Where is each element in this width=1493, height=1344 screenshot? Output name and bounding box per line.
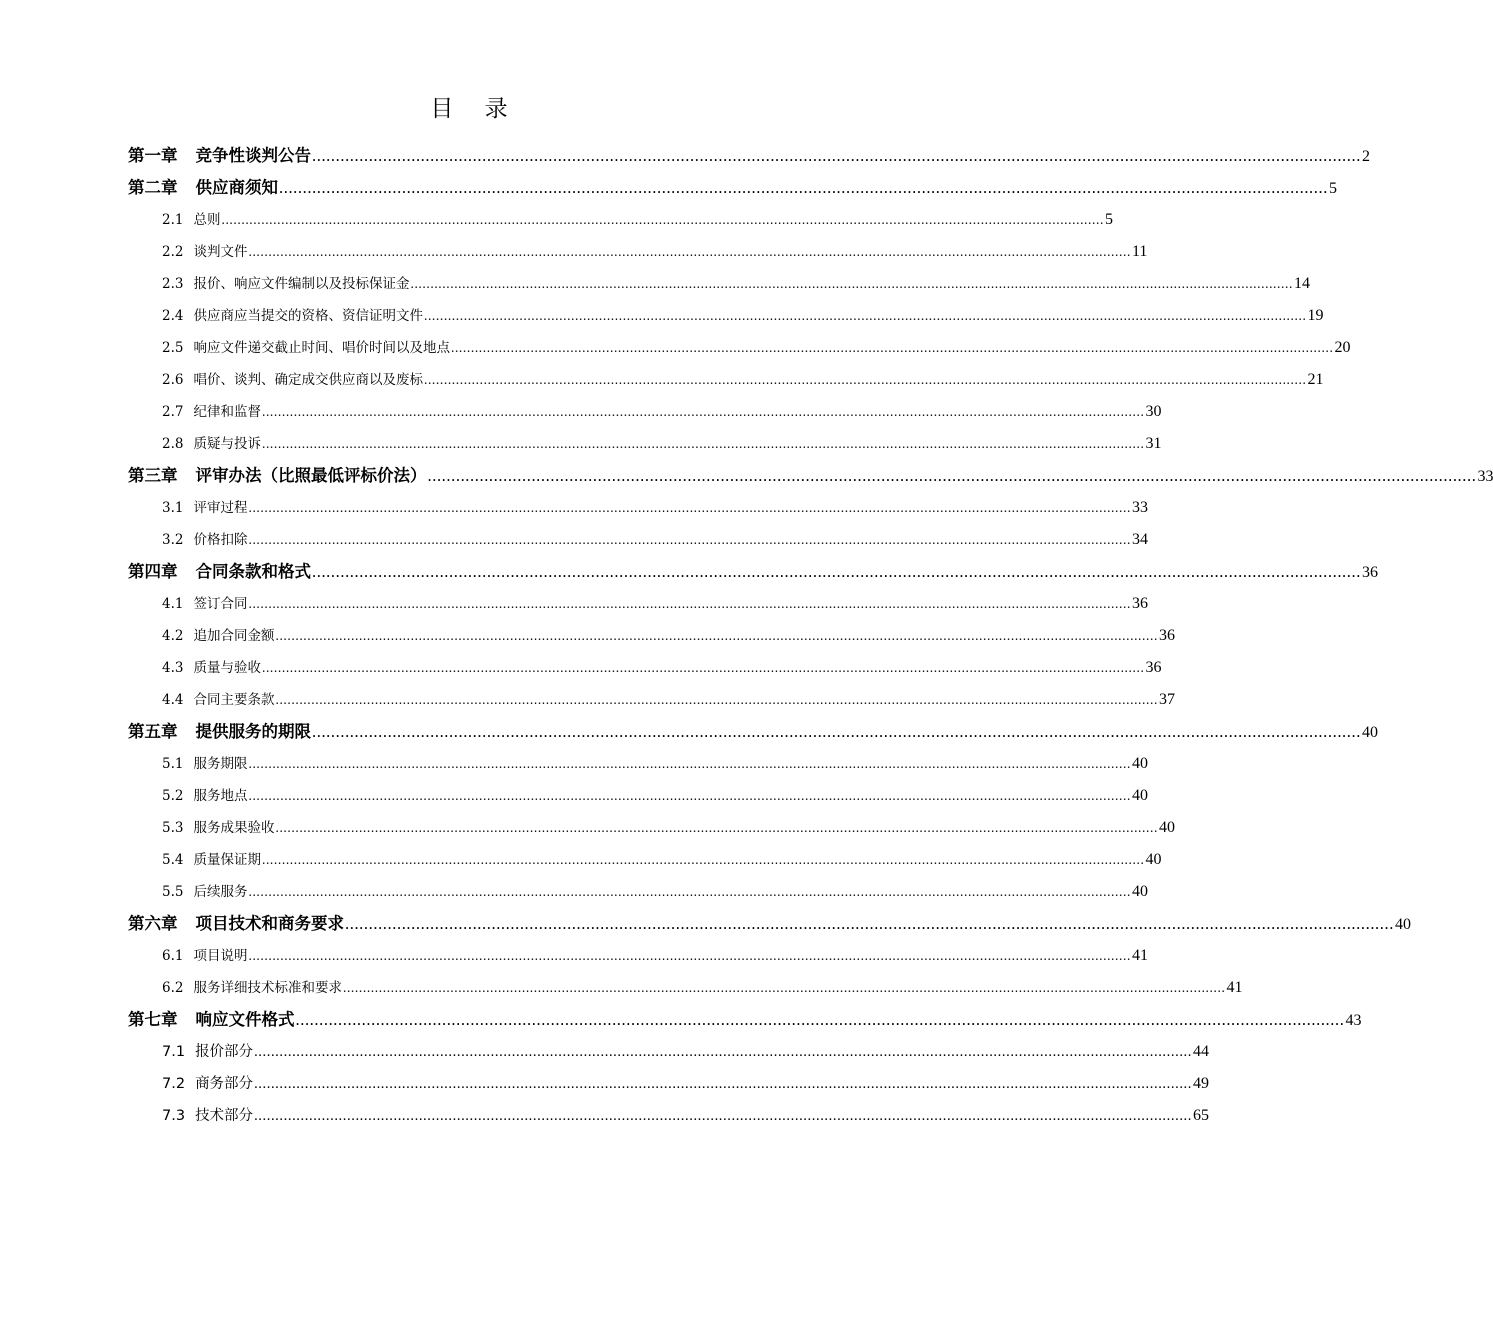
toc-entry-label: 服务地点	[193, 788, 248, 804]
toc-entry-number: 5.2	[162, 788, 184, 804]
toc-chapter-entry[interactable]	[128, 172, 1337, 204]
toc-entry-label: 提供服务的期限	[195, 722, 311, 741]
toc-entry-label: 服务详细技术标准和要求	[193, 980, 342, 996]
toc-section-entry[interactable]	[128, 1036, 1210, 1068]
toc-entry-number: 4.2	[162, 628, 184, 644]
toc-entry-label: 评审办法（比照最低评标价法）	[195, 466, 427, 485]
toc-chapter-entry[interactable]	[128, 140, 1370, 172]
toc-entry-page-number: 20	[1334, 339, 1351, 356]
toc-entry-label: 供应商应当提交的资格、资信证明文件	[193, 308, 423, 324]
toc-section-entry[interactable]	[128, 204, 1113, 236]
dot-leader: ..............................................................................................................................................................................................................................	[261, 852, 1145, 867]
toc-entry-page-number: 36	[1158, 627, 1175, 644]
toc-entry-page-number: 11	[1131, 243, 1148, 260]
toc-chapter-entry[interactable]	[128, 716, 1378, 748]
toc-entry-number: 第三章	[128, 466, 178, 485]
toc-entry-page-number: 14	[1293, 275, 1310, 292]
toc-section-entry[interactable]	[128, 972, 1243, 1004]
dot-leader: ..............................................................................................................................................................................................................................	[254, 1108, 1193, 1124]
toc-entry-page-number: 41	[1226, 979, 1243, 996]
toc-section-entry[interactable]	[128, 748, 1148, 780]
toc-entry-number: 3.2	[162, 532, 184, 548]
dot-leader: ..............................................................................................................................................................................................................................	[312, 562, 1361, 581]
toc-title: 目 录	[430, 96, 520, 122]
dot-leader: ..............................................................................................................................................................................................................................	[423, 308, 1307, 323]
toc-entry-label: 谈判文件	[193, 244, 248, 260]
toc-entry-label: 供应商须知	[195, 178, 278, 197]
toc-section-entry[interactable]	[128, 492, 1148, 524]
toc-entry-number: 第七章	[128, 1010, 178, 1029]
toc-entry-page-number: 36	[1131, 595, 1148, 612]
toc-entry-label: 唱价、谈判、确定成交供应商以及废标	[193, 372, 423, 388]
toc-chapter-entry[interactable]	[128, 460, 1493, 492]
toc-section-entry[interactable]	[128, 780, 1148, 812]
toc-entry-number: 7.1	[162, 1044, 186, 1060]
toc-entry-label: 服务期限	[193, 756, 248, 772]
toc-entry-number: 4.1	[162, 596, 184, 612]
toc-section-entry[interactable]	[128, 876, 1148, 908]
toc-entry-number: 2.7	[162, 404, 184, 420]
dot-leader: ..............................................................................................................................................................................................................................	[312, 146, 1361, 165]
toc-section-entry[interactable]	[128, 684, 1175, 716]
dot-leader: ..............................................................................................................................................................................................................................	[275, 692, 1158, 707]
toc-section-entry[interactable]	[128, 524, 1148, 556]
toc-entry-label: 纪律和监督	[193, 404, 261, 420]
dot-leader: ..............................................................................................................................................................................................................................	[248, 756, 1131, 771]
dot-leader: ..............................................................................................................................................................................................................................	[248, 948, 1131, 963]
toc-section-entry[interactable]	[128, 1100, 1210, 1132]
toc-entry-page-number: 65	[1193, 1107, 1210, 1124]
toc-entry-page-number: 44	[1193, 1043, 1210, 1060]
toc-entry-page-number: 40	[1361, 724, 1378, 741]
toc-entry-label: 项目技术和商务要求	[195, 914, 344, 933]
toc-entry-number: 2.1	[162, 212, 184, 228]
dot-leader: ..............................................................................................................................................................................................................................	[423, 372, 1307, 387]
toc-entry-number: 6.1	[162, 948, 184, 964]
toc-entry-number: 第四章	[128, 562, 178, 581]
toc-entry-number: 5.4	[162, 852, 184, 868]
toc-entry-label: 质量保证期	[193, 852, 261, 868]
toc-entry-number: 5.5	[162, 884, 184, 900]
toc-entry-page-number: 33	[1131, 499, 1148, 516]
toc-section-entry[interactable]	[128, 300, 1324, 332]
table-of-contents	[128, 140, 1493, 1132]
dot-leader: ..............................................................................................................................................................................................................................	[295, 1010, 1345, 1029]
toc-section-entry[interactable]	[128, 620, 1175, 652]
toc-chapter-entry[interactable]	[128, 1004, 1362, 1036]
toc-entry-page-number: 2	[1361, 148, 1370, 165]
toc-entry-label: 评审过程	[193, 500, 248, 516]
toc-entry-label: 合同条款和格式	[195, 562, 311, 581]
dot-leader: ..............................................................................................................................................................................................................................	[221, 212, 1104, 227]
toc-entry-page-number: 40	[1131, 755, 1148, 772]
toc-entry-number: 7.3	[162, 1108, 186, 1124]
toc-entry-page-number: 5	[1104, 211, 1113, 228]
toc-section-entry[interactable]	[128, 588, 1148, 620]
toc-section-entry[interactable]	[128, 396, 1162, 428]
dot-leader: ..............................................................................................................................................................................................................................	[248, 532, 1131, 547]
dot-leader: ..............................................................................................................................................................................................................................	[342, 980, 1226, 995]
toc-entry-label: 响应文件格式	[195, 1010, 295, 1029]
toc-entry-page-number: 34	[1131, 531, 1148, 548]
toc-entry-number: 4.3	[162, 660, 184, 676]
toc-entry-label: 服务成果验收	[193, 820, 275, 836]
dot-leader: ..............................................................................................................................................................................................................................	[345, 914, 1394, 933]
dot-leader: ..............................................................................................................................................................................................................................	[254, 1076, 1193, 1092]
toc-entry-label: 质量与验收	[193, 660, 261, 676]
toc-entry-number: 2.5	[162, 340, 184, 356]
toc-section-entry[interactable]	[128, 428, 1162, 460]
toc-entry-label: 报价、响应文件编制以及投标保证金	[193, 276, 410, 292]
toc-entry-number: 2.6	[162, 372, 184, 388]
toc-entry-label: 商务部分	[195, 1076, 254, 1092]
toc-chapter-entry[interactable]	[128, 908, 1411, 940]
dot-leader: ..............................................................................................................................................................................................................................	[261, 436, 1145, 451]
toc-section-entry[interactable]	[128, 236, 1148, 268]
toc-entry-page-number: 31	[1145, 435, 1162, 452]
toc-entry-number: 第一章	[128, 146, 178, 165]
dot-leader: ..............................................................................................................................................................................................................................	[248, 788, 1131, 803]
toc-entry-number: 2.8	[162, 436, 184, 452]
toc-entry-page-number: 40	[1131, 787, 1148, 804]
dot-leader: ..............................................................................................................................................................................................................................	[410, 276, 1293, 291]
toc-entry-number: 5.3	[162, 820, 184, 836]
toc-entry-page-number: 40	[1145, 851, 1162, 868]
toc-entry-label: 响应文件递交截止时间、唱价时间以及地点	[193, 340, 450, 356]
toc-entry-page-number: 49	[1193, 1075, 1210, 1092]
toc-entry-number: 2.3	[162, 276, 184, 292]
toc-section-entry[interactable]	[128, 268, 1310, 300]
toc-section-entry[interactable]	[128, 652, 1162, 684]
toc-entry-number: 第五章	[128, 722, 178, 741]
toc-entry-page-number: 36	[1361, 564, 1378, 581]
toc-entry-page-number: 36	[1145, 659, 1162, 676]
toc-entry-number: 7.2	[162, 1076, 186, 1092]
toc-entry-number: 2.4	[162, 308, 184, 324]
toc-entry-page-number: 5	[1328, 180, 1337, 197]
toc-section-entry[interactable]	[128, 364, 1324, 396]
toc-entry-label: 价格扣除	[193, 532, 248, 548]
dot-leader: ..............................................................................................................................................................................................................................	[427, 466, 1477, 485]
dot-leader: ..............................................................................................................................................................................................................................	[450, 340, 1334, 355]
toc-section-entry[interactable]	[128, 332, 1351, 364]
toc-entry-page-number: 43	[1345, 1012, 1362, 1029]
toc-section-entry[interactable]	[128, 812, 1175, 844]
dot-leader: ..............................................................................................................................................................................................................................	[248, 596, 1131, 611]
toc-entry-page-number: 40	[1158, 819, 1175, 836]
dot-leader: ..............................................................................................................................................................................................................................	[275, 820, 1158, 835]
toc-entry-label: 报价部分	[195, 1044, 254, 1060]
toc-entry-number: 2.2	[162, 244, 184, 260]
dot-leader: ..............................................................................................................................................................................................................................	[261, 660, 1145, 675]
toc-entry-label: 总则	[193, 212, 221, 228]
toc-chapter-entry[interactable]	[128, 556, 1378, 588]
toc-entry-number: 第二章	[128, 178, 178, 197]
toc-section-entry[interactable]	[128, 1068, 1210, 1100]
toc-entry-page-number: 41	[1131, 947, 1148, 964]
toc-entry-label: 签订合同	[193, 596, 248, 612]
toc-entry-number: 5.1	[162, 756, 184, 772]
toc-entry-page-number: 40	[1131, 883, 1148, 900]
toc-entry-number: 4.4	[162, 692, 184, 708]
toc-entry-label: 质疑与投诉	[193, 436, 261, 452]
toc-entry-label: 追加合同金额	[193, 628, 275, 644]
toc-section-entry[interactable]	[128, 940, 1148, 972]
toc-entry-page-number: 30	[1145, 403, 1162, 420]
toc-entry-page-number: 37	[1158, 691, 1175, 708]
dot-leader: ..............................................................................................................................................................................................................................	[275, 628, 1158, 643]
dot-leader: ..............................................................................................................................................................................................................................	[248, 244, 1131, 259]
toc-entry-label: 项目说明	[193, 948, 248, 964]
dot-leader: ..............................................................................................................................................................................................................................	[248, 500, 1131, 515]
toc-section-entry[interactable]	[128, 844, 1162, 876]
toc-entry-number: 第六章	[128, 914, 178, 933]
toc-entry-page-number: 19	[1307, 307, 1324, 324]
dot-leader: ..............................................................................................................................................................................................................................	[254, 1044, 1193, 1060]
toc-entry-page-number: 21	[1307, 371, 1324, 388]
toc-entry-label: 后续服务	[193, 884, 248, 900]
toc-entry-label: 竞争性谈判公告	[195, 146, 311, 165]
toc-entry-page-number: 40	[1394, 916, 1411, 933]
dot-leader: ..............................................................................................................................................................................................................................	[248, 884, 1131, 899]
toc-entry-page-number: 33	[1477, 468, 1493, 485]
toc-entry-label: 技术部分	[195, 1108, 254, 1124]
toc-entry-number: 6.2	[162, 980, 184, 996]
toc-entry-label: 合同主要条款	[193, 692, 275, 708]
dot-leader: ..............................................................................................................................................................................................................................	[312, 722, 1361, 741]
dot-leader: ..............................................................................................................................................................................................................................	[261, 404, 1145, 419]
dot-leader: ..............................................................................................................................................................................................................................	[279, 178, 1328, 197]
toc-entry-number: 3.1	[162, 500, 184, 516]
